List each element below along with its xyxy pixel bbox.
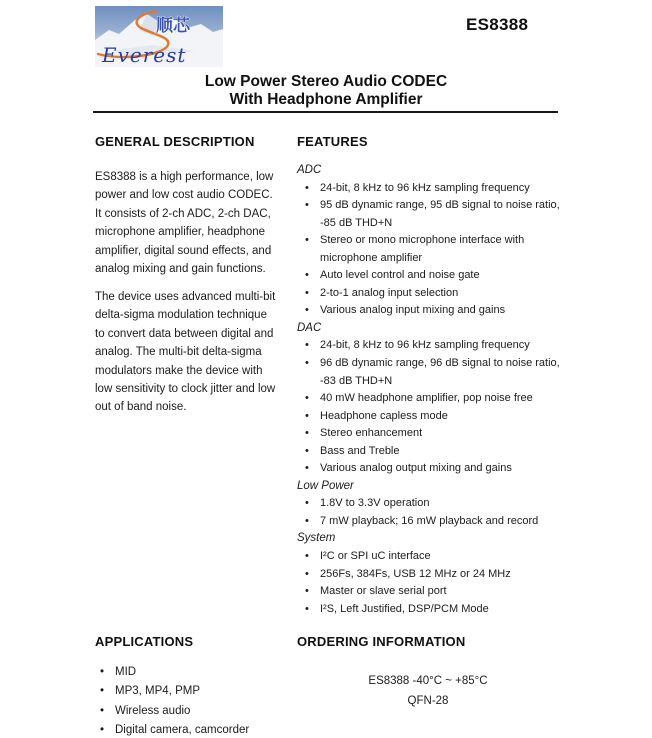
features-list bbox=[297, 162, 559, 618]
bullet-icon: • bbox=[305, 357, 309, 370]
text-line: I²S, Left Justified, DSP/PCM Mode bbox=[320, 602, 489, 615]
text-line: microphone amplifier bbox=[320, 251, 423, 264]
feature-group-label-dac: DAC bbox=[297, 321, 322, 334]
list-item-text bbox=[320, 443, 400, 461]
list-item bbox=[297, 443, 559, 461]
list-item bbox=[95, 663, 325, 682]
header-divider bbox=[93, 111, 558, 113]
text-line: The device uses advanced multi-bit bbox=[95, 291, 276, 303]
text-line: 40 mW headphone amplifier, pop noise free bbox=[320, 392, 533, 405]
list-item-text bbox=[320, 583, 447, 601]
bullet-icon: • bbox=[305, 392, 309, 405]
feature-group-label-low-power: Low Power bbox=[297, 479, 354, 492]
feature-group-items-system bbox=[297, 548, 559, 618]
applications-heading: APPLICATIONS bbox=[95, 634, 194, 649]
text-line: delta-sigma modulation technique bbox=[95, 309, 267, 322]
text-line: ES8388 -40°C ~ +85°C bbox=[368, 675, 488, 687]
applications-list bbox=[95, 663, 325, 738]
text-line: 24-bit, 8 kHz to 96 kHz sampling frequency bbox=[320, 339, 530, 352]
list-item-text bbox=[115, 702, 190, 721]
general-description-paragraph-1 bbox=[95, 168, 305, 278]
list-item bbox=[297, 197, 559, 232]
list-item-text bbox=[320, 355, 560, 390]
list-item bbox=[297, 285, 559, 303]
bullet-icon: • bbox=[305, 339, 309, 352]
list-item bbox=[297, 302, 559, 320]
text-line: It consists of 2-ch ADC, 2-ch DAC, bbox=[95, 207, 271, 220]
text-line: Wireless audio bbox=[115, 704, 191, 717]
bullet-icon: • bbox=[305, 514, 309, 527]
text-line: Various analog input mixing and gains bbox=[320, 304, 506, 317]
list-item bbox=[95, 702, 325, 721]
bullet-icon: • bbox=[100, 724, 105, 737]
list-item bbox=[297, 583, 559, 601]
list-item-text bbox=[320, 566, 511, 584]
text-line: MID bbox=[115, 666, 137, 678]
feature-group-items-dac bbox=[297, 337, 559, 477]
logo-brand-chinese: 顺芯 bbox=[156, 16, 190, 36]
everest-logo-image bbox=[95, 6, 223, 67]
text-line: 24-bit, 8 kHz to 96 kHz sampling frequency bbox=[320, 181, 530, 194]
text-line: Various analog output mixing and gains bbox=[320, 462, 512, 475]
bullet-icon: • bbox=[305, 444, 309, 457]
text-line: analog mixing and gain functions. bbox=[95, 263, 266, 276]
list-item bbox=[297, 460, 559, 478]
list-item-text bbox=[320, 548, 431, 566]
list-item bbox=[297, 180, 559, 198]
feature-group-label-system: System bbox=[297, 532, 336, 545]
text-line: Stereo enhancement bbox=[320, 427, 423, 440]
text-line: Digital camera, camcorder bbox=[115, 724, 250, 737]
list-item bbox=[297, 267, 559, 285]
text-line: QFN-28 bbox=[407, 694, 449, 707]
list-item bbox=[297, 232, 559, 267]
bullet-icon: • bbox=[305, 567, 309, 580]
features-heading: FEATURES bbox=[297, 134, 368, 149]
text-line: 96 dB dynamic range, 96 dB signal to noise ratio, bbox=[320, 357, 560, 370]
list-item-text bbox=[320, 495, 429, 513]
text-line: 256Fs, 384Fs, USB 12 MHz or 24 MHz bbox=[320, 567, 511, 580]
list-item bbox=[297, 495, 559, 513]
bullet-icon: • bbox=[305, 427, 309, 440]
document-title-line2: With Headphone Amplifier bbox=[229, 91, 423, 108]
ordering-info bbox=[297, 672, 559, 711]
text-line: to convert data between digital and bbox=[95, 327, 274, 340]
general-description-paragraph-2 bbox=[95, 288, 305, 417]
bullet-icon: • bbox=[305, 497, 309, 510]
text-line: Headphone capless mode bbox=[320, 409, 448, 422]
list-item bbox=[297, 513, 559, 531]
text-line: modulators make the device with bbox=[95, 364, 263, 377]
list-item bbox=[297, 355, 559, 390]
list-item-text bbox=[320, 285, 458, 303]
general-description-heading: GENERAL DESCRIPTION bbox=[95, 134, 255, 149]
list-item bbox=[297, 548, 559, 566]
text-line: amplifier, digital sound effects, and bbox=[95, 244, 272, 257]
bullet-icon: • bbox=[305, 462, 309, 475]
part-number: ES8388 bbox=[466, 15, 529, 34]
bullet-icon: • bbox=[305, 199, 309, 212]
bullet-icon: • bbox=[305, 304, 309, 317]
ordering-heading: ORDERING INFORMATION bbox=[297, 634, 466, 649]
list-item bbox=[297, 390, 559, 408]
list-item bbox=[95, 721, 325, 738]
list-item-text bbox=[320, 267, 480, 285]
list-item-text bbox=[320, 337, 530, 355]
list-item bbox=[297, 601, 559, 619]
bullet-icon: • bbox=[305, 409, 309, 422]
list-item-text bbox=[320, 425, 422, 443]
text-line: I²C or SPI uC interface bbox=[320, 550, 431, 563]
bullet-icon: • bbox=[305, 286, 309, 299]
text-line: ES8388 is a high performance, low bbox=[95, 171, 274, 183]
list-item bbox=[297, 566, 559, 584]
text-line: -83 dB THD+N bbox=[320, 374, 393, 387]
bullet-icon: • bbox=[305, 585, 309, 598]
list-item bbox=[297, 408, 559, 426]
bullet-icon: • bbox=[305, 602, 309, 615]
list-item-text bbox=[320, 232, 524, 267]
list-item bbox=[297, 337, 559, 355]
list-item-text bbox=[320, 180, 530, 198]
text-line: Master or slave serial port bbox=[320, 585, 447, 598]
document-title bbox=[0, 73, 652, 109]
list-item-text bbox=[320, 601, 489, 619]
text-line: analog. The multi-bit delta-sigma bbox=[95, 346, 262, 359]
bullet-icon: • bbox=[100, 685, 105, 698]
bullet-icon: • bbox=[100, 666, 105, 678]
list-item-text bbox=[320, 390, 533, 408]
everest-logo bbox=[95, 6, 223, 67]
list-item-text bbox=[320, 460, 512, 478]
list-item-text bbox=[320, 408, 448, 426]
feature-group-label-adc: ADC bbox=[297, 164, 322, 176]
text-line: Auto level control and noise gate bbox=[320, 269, 480, 282]
bullet-icon: • bbox=[100, 704, 105, 717]
text-line: 95 dB dynamic range, 95 dB signal to noise ratio, bbox=[320, 199, 560, 212]
bullet-icon: • bbox=[305, 550, 309, 563]
bullet-icon: • bbox=[305, 181, 309, 194]
text-line: out of band noise. bbox=[95, 401, 187, 414]
text-line: -85 dB THD+N bbox=[320, 216, 393, 229]
feature-group-items-adc bbox=[297, 180, 559, 320]
text-line: power and low cost audio CODEC. bbox=[95, 189, 273, 202]
text-line: Bass and Treble bbox=[320, 444, 400, 457]
list-item-text bbox=[320, 513, 538, 531]
text-line: MP3, MP4, PMP bbox=[115, 685, 200, 698]
list-item bbox=[95, 682, 325, 701]
logo-brand-everest: Everest bbox=[102, 43, 187, 67]
text-line: 1.8V to 3.3V operation bbox=[320, 497, 430, 510]
bullet-icon: • bbox=[305, 269, 309, 282]
text-line: 2-to-1 analog input selection bbox=[320, 286, 459, 299]
bullet-icon: • bbox=[305, 234, 309, 247]
text-line: 7 mW playback; 16 mW playback and record bbox=[320, 514, 539, 527]
list-item-text bbox=[115, 663, 136, 682]
list-item-text bbox=[320, 302, 505, 320]
list-item-text bbox=[115, 721, 249, 738]
text-line: microphone amplifier, headphone bbox=[95, 226, 266, 239]
text-line: Stereo or mono microphone interface with bbox=[320, 234, 525, 247]
document-title-line1: Low Power Stereo Audio CODEC bbox=[204, 73, 448, 90]
text-line: low sensitivity to clock jitter and low bbox=[95, 383, 276, 396]
list-item-text bbox=[320, 197, 560, 232]
list-item bbox=[297, 425, 559, 443]
list-item-text bbox=[115, 682, 200, 701]
feature-group-items-low-power bbox=[297, 495, 559, 530]
